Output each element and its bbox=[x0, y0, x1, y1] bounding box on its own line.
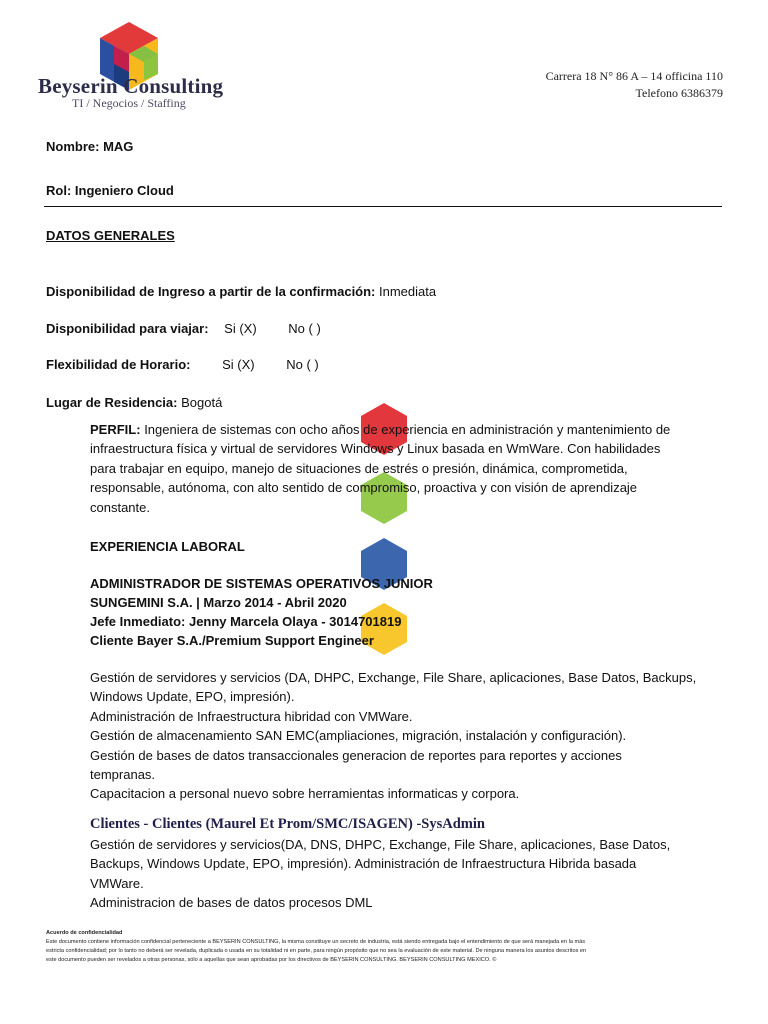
phone-line: Telefono 6386379 bbox=[635, 86, 723, 100]
availability-label: Disponibilidad de Ingreso a partir de la confirmación: bbox=[46, 284, 376, 299]
role-label: Rol: bbox=[46, 183, 72, 198]
schedule-no: No ( ) bbox=[286, 357, 319, 372]
clients-line: VMWare. bbox=[90, 875, 144, 891]
schedule-label: Flexibilidad de Horario: bbox=[46, 357, 191, 372]
confidentiality-line: Este documento contiene información confidencial perteneciente a BEYSERIN CONSULTING, la misma constituye un secreto de industria, está siendo entregada bajo el entendimiento de que será manejada en la más bbox=[46, 939, 586, 945]
company-address bbox=[546, 68, 723, 102]
confidentiality-notice bbox=[46, 929, 722, 965]
clients-line: Administracion de bases de datos procesos DML bbox=[90, 895, 373, 911]
candidate-role bbox=[46, 183, 174, 198]
role-value: Ingeniero Cloud bbox=[74, 183, 174, 198]
company-name: Beyserin Consulting bbox=[38, 74, 224, 98]
profile-line: para trabajar en equipo, manejo de situaciones de estrés o presión, dinámica, comprometida, bbox=[90, 460, 628, 476]
candidate-name bbox=[46, 139, 133, 154]
name-value: MAG bbox=[103, 139, 134, 154]
availability-value: Inmediata bbox=[379, 284, 437, 299]
schedule-row bbox=[46, 357, 319, 372]
profile-line: infraestructura física y virtual de servidores Windows y Linux basada en WmWare. Con habilidades bbox=[90, 441, 661, 457]
confidentiality-line: estricta confidencialidad; por lo tanto no deberá ser revelada, duplicada o usada en su totalidad ni en parte, para ningún propósito que no sea la evaluación de este material. De ninguna manera los asuntos descritos en bbox=[46, 948, 587, 954]
job-title: ADMINISTRADOR DE SISTEMAS OPERATIVOS JUNIOR bbox=[90, 576, 433, 591]
profile-line: responsable, autónoma, con alto sentido de compromiso, proactiva y con visión de aprendizaje bbox=[90, 480, 638, 496]
travel-no: No ( ) bbox=[288, 321, 321, 336]
residence-row bbox=[46, 395, 222, 410]
name-label: Nombre: bbox=[46, 139, 100, 154]
task-line: Gestión de almacenamiento SAN EMC(ampliaciones, migración, instalación y configuración). bbox=[90, 728, 627, 744]
travel-label: Disponibilidad para viajar: bbox=[46, 321, 209, 336]
residence-label: Lugar de Residencia: bbox=[46, 395, 178, 410]
section-heading-general: DATOS GENERALES bbox=[46, 228, 175, 243]
job-client: Cliente Bayer S.A./Premium Support Engineer bbox=[90, 633, 374, 648]
job-tasks bbox=[90, 668, 710, 804]
section-heading-experience: EXPERIENCIA LABORAL bbox=[90, 539, 245, 554]
task-line: Capacitacion a personal nuevo sobre herramientas informaticas y corpora. bbox=[90, 786, 520, 802]
availability-row bbox=[46, 284, 436, 299]
job-header bbox=[90, 574, 710, 650]
clients-line: Gestión de servidores y servicios(DA, DNS, DHPC, Exchange, File Share, aplicaciones, Base Datos, bbox=[90, 837, 671, 852]
confidentiality-line: este documento pueden ser revelados a otras personas, sólo a aquellas que sean aprobadas por los directivos de BEYSERIN CONSULTING. BEYSERIN CONSULTING MEXICO. © bbox=[46, 957, 497, 963]
task-line: Administración de Infraestructura hibridad con VMWare. bbox=[90, 708, 413, 724]
task-line: Gestión de servidores y servicios (DA, DHPC, Exchange, File Share, aplicaciones, Base Datos, Backups, bbox=[90, 670, 697, 685]
job-company: SUNGEMINI S.A. | Marzo 2014 - Abril 2020 bbox=[90, 595, 347, 610]
profile-line: PERFIL: Ingeniera de sistemas con ocho años de experiencia en administración y mantenimiento de bbox=[90, 422, 671, 437]
profile-label: PERFIL: bbox=[90, 422, 141, 437]
residence-value: Bogotá bbox=[181, 395, 223, 410]
profile-line: constante. bbox=[90, 499, 150, 515]
job-boss: Jefe Inmediato: Jenny Marcela Olaya - 3014701819 bbox=[90, 614, 402, 629]
address-line: Carrera 18 N° 86 A – 14 officina 110 bbox=[545, 69, 723, 83]
divider bbox=[44, 206, 722, 207]
task-line: Windows Update, EPO, impresión). bbox=[90, 689, 295, 705]
schedule-yes: Si (X) bbox=[222, 357, 255, 372]
task-line: tempranas. bbox=[90, 767, 156, 783]
clients-line: Backups, Windows Update, EPO, impresión). Administración de Infraestructura Hibrida basada bbox=[90, 856, 637, 872]
clients-paragraph bbox=[90, 835, 710, 913]
travel-yes: Si (X) bbox=[224, 321, 257, 336]
clients-title: Clientes - Clientes (Maurel Et Prom/SMC/ISAGEN) -SysAdmin bbox=[90, 816, 485, 832]
company-tagline: TI / Negocios / Staffing bbox=[72, 96, 186, 110]
profile-paragraph bbox=[90, 420, 710, 517]
task-line: Gestión de bases de datos transaccionales generacion de reportes para reportes y acciones bbox=[90, 747, 622, 763]
confidentiality-title: Acuerdo de confidencialidad bbox=[46, 930, 123, 936]
travel-row bbox=[46, 321, 321, 336]
